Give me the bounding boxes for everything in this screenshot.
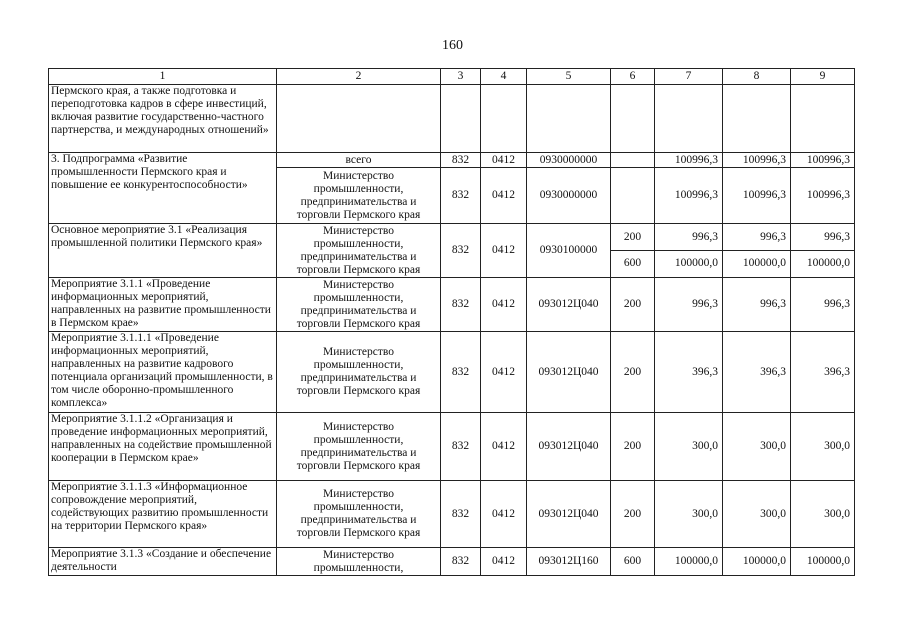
row-amount-1: 100000,0 [655,250,722,276]
header-cell: 9 [791,69,855,85]
table-row [49,548,855,576]
row-executor: Министерство промышленности, предпринимательства и торговли Пермского края [277,332,441,413]
row-amount-2: 100996,3 [723,153,791,168]
row-amount-3: 100996,3 [791,153,855,168]
row-executor: Министерство промышленности, предпринимательства и торговли Пермского края [277,224,441,278]
row-description: Мероприятие 3.1.1.3 «Информационное сопровождение мероприятий, содействующих развитию промышленности на территории Пермского края» [49,481,277,548]
row-amount-3: 996,3 [791,278,855,332]
row-amount-3-split [791,224,855,278]
row-vr: 200 [611,413,655,481]
row-csr: 093012Ц040 [527,481,611,548]
table-row [49,413,855,481]
row-csr: 0930100000 [527,224,611,278]
row-amount-1: 300,0 [655,481,723,548]
row-csr: 0930000000 [527,153,611,168]
row-amount-2 [723,85,791,153]
row-amount-1-split [655,224,723,278]
table-row [49,224,855,278]
row-description: Мероприятие 3.1.1 «Проведение информационных мероприятий, направленных на развитие промышленности в Пермском крае» [49,278,277,332]
row-rz: 0412 [481,224,527,278]
table-row [49,332,855,413]
header-cell: 4 [481,69,527,85]
row-amount-1: 100996,3 [655,153,723,168]
row-gr: 832 [441,481,481,548]
row-rz: 0412 [481,278,527,332]
row-rz: 0412 [481,168,527,224]
row-gr: 832 [441,224,481,278]
row-description: 3. Подпрограмма «Развитие промышленности Пермского края и повышение ее конкурентоспособности» [49,153,277,224]
row-amount-1: 396,3 [655,332,723,413]
row-csr [527,85,611,153]
row-amount-2: 996,3 [723,278,791,332]
header-cell: 2 [277,69,441,85]
row-amount-1 [655,85,723,153]
header-cell: 6 [611,69,655,85]
header-cell: 1 [49,69,277,85]
row-vr-split [611,224,655,278]
row-amount-2: 100000,0 [723,250,790,276]
row-csr: 0930000000 [527,168,611,224]
row-amount-1: 300,0 [655,413,723,481]
row-executor: Министерство промышленности, предпринимательства и торговли Пермского края [277,481,441,548]
table-row [49,85,855,153]
row-rz: 0412 [481,153,527,168]
row-amount-2: 396,3 [723,332,791,413]
row-vr: 200 [623,231,642,243]
row-description: Пермского края, а также подготовка и переподготовка кадров в сфере инвестиций, включая развитие государственно-частного партнерства, и международных отношений» [49,85,277,153]
row-rz: 0412 [481,413,527,481]
row-vr [611,85,655,153]
row-executor [277,85,441,153]
row-rz: 0412 [481,548,527,576]
row-amount-2-split [723,224,791,278]
row-vr: 200 [611,332,655,413]
row-description: Мероприятие 3.1.1.2 «Организация и проведение информационных мероприятий, направленных на содействие промышленной кооперации в Пермском крае» [49,413,277,481]
row-amount-3: 996,3 [824,231,850,243]
row-amount-1: 996,3 [655,278,723,332]
header-cell: 7 [655,69,723,85]
row-gr [441,85,481,153]
row-csr: 093012Ц040 [527,413,611,481]
row-executor: Министерство промышленности, [277,548,441,576]
row-amount-1: 996,3 [692,231,718,243]
row-gr: 832 [441,153,481,168]
table-row [49,153,855,168]
row-rz: 0412 [481,332,527,413]
row-executor: Министерство промышленности, предпринимательства и торговли Пермского края [277,278,441,332]
row-amount-2: 100996,3 [723,168,791,224]
row-csr: 093012Ц040 [527,332,611,413]
header-cell: 8 [723,69,791,85]
row-amount-2: 996,3 [760,231,786,243]
row-vr: 600 [611,250,654,276]
header-row [49,69,855,85]
row-amount-2: 100000,0 [723,548,791,576]
table-row [49,278,855,332]
row-amount-1: 100000,0 [655,548,723,576]
row-amount-3: 100996,3 [791,168,855,224]
row-csr: 093012Ц160 [527,548,611,576]
row-executor: всего [277,153,441,168]
row-amount-3: 300,0 [791,413,855,481]
row-gr: 832 [441,548,481,576]
row-amount-2: 300,0 [723,413,791,481]
row-amount-3 [791,85,855,153]
header-cell: 5 [527,69,611,85]
row-amount-2: 300,0 [723,481,791,548]
row-description: Мероприятие 3.1.3 «Создание и обеспечение деятельности [49,548,277,576]
row-description: Мероприятие 3.1.1.1 «Проведение информационных мероприятий, направленных на развитие кадрового потенциала организаций промышленности, в том числе оборонно-промышленного комплекса» [49,332,277,413]
page-number: 160 [442,38,463,53]
row-gr: 832 [441,168,481,224]
row-vr: 200 [611,481,655,548]
row-amount-3: 100000,0 [791,250,854,276]
row-amount-3: 100000,0 [791,548,855,576]
row-csr: 093012Ц040 [527,278,611,332]
row-rz [481,85,527,153]
header-cell: 3 [441,69,481,85]
row-gr: 832 [441,413,481,481]
row-amount-3: 300,0 [791,481,855,548]
row-gr: 832 [441,332,481,413]
table-row [49,481,855,548]
row-gr: 832 [441,278,481,332]
row-vr: 200 [611,278,655,332]
row-description: Основное мероприятие 3.1 «Реализация промышленной политики Пермского края» [49,224,277,278]
row-vr: 600 [611,548,655,576]
row-executor: Министерство промышленности, предпринимательства и торговли Пермского края [277,413,441,481]
row-executor: Министерство промышленности, предпринимательства и торговли Пермского края [277,168,441,224]
row-amount-1: 100996,3 [655,168,723,224]
row-vr [611,168,655,224]
budget-table [48,68,855,576]
row-vr [611,153,655,168]
row-rz: 0412 [481,481,527,548]
row-amount-3: 396,3 [791,332,855,413]
